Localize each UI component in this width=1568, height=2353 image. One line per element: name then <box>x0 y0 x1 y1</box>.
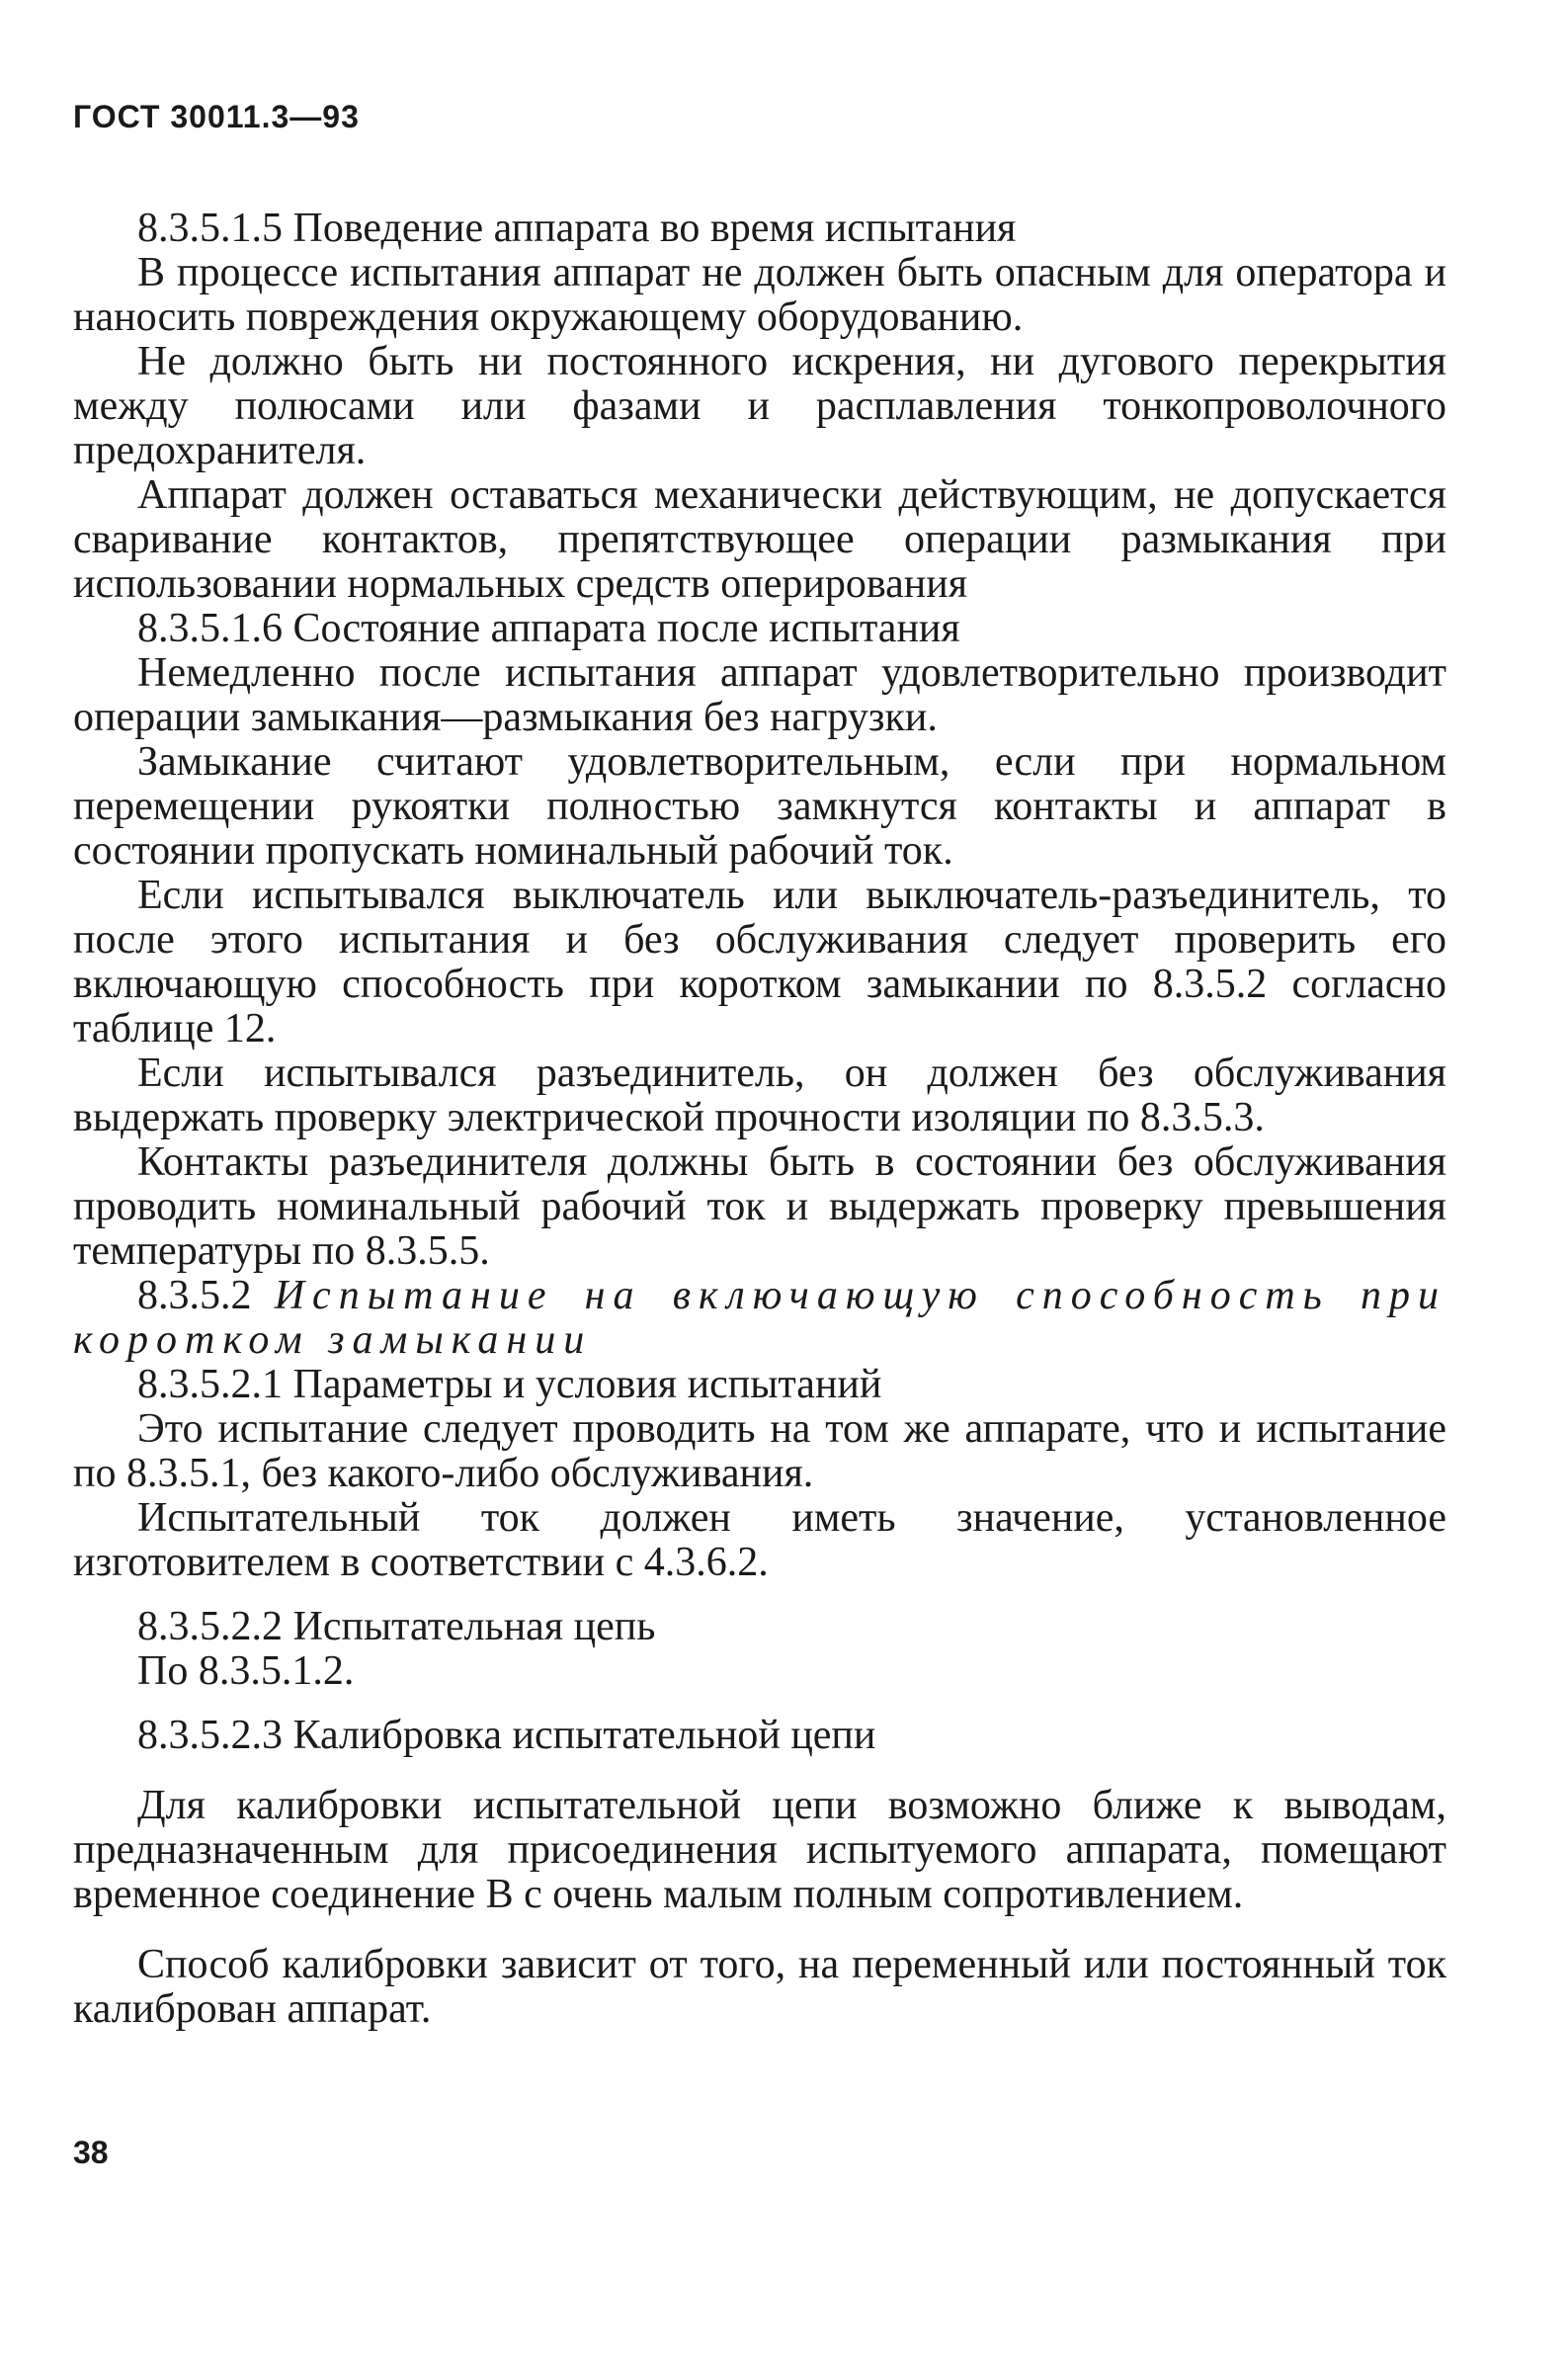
paragraph: Если испытывался выключатель или выключатель-разъединитель, то после этого испытания и без обслуживания следует проверить его включающую способность при коротком замыкании по 8.3.5.2 согласно таблице 12. <box>73 873 1446 1051</box>
paragraph: Немедленно после испытания аппарат удовлетворительно производит операции замыкания—размыкания без нагрузки. <box>73 650 1446 740</box>
spacer <box>73 1758 1446 1784</box>
paragraph: Это испытание следует проводить на том же аппарате, что и испытание по 8.3.5.1, без какого-либо обслуживания. <box>73 1406 1446 1496</box>
paragraph: Аппарат должен оставаться механически действующим, не допускается сваривание контактов, препятствующее операции размыкания при использовании нормальных средств оперирования <box>73 472 1446 607</box>
document-header: ГОСТ 30011.3—93 <box>73 99 360 134</box>
page-number: 38 <box>73 2135 109 2170</box>
spacer <box>73 1917 1446 1943</box>
paragraph: В процессе испытания аппарат не должен быть опасным для оператора и наносить повреждения окружающему оборудованию. <box>73 250 1446 340</box>
section-number: 8.3.5.2 <box>137 1273 252 1318</box>
document-page <box>73 99 1446 2032</box>
paragraph: Если испытывался разъединитель, он должен без обслуживания выдержать проверку электрической прочности изоляции по 8.3.5.3. <box>73 1050 1446 1140</box>
section-heading: 8.3.5.2.1 Параметры и условия испытаний <box>137 1362 882 1407</box>
paragraph: Замыкание считают удовлетворительным, если при нормальном перемещении рукоятки полностью замкнутся контакты и аппарат в состоянии пропускать номинальный рабочий ток. <box>73 739 1446 874</box>
paragraph: Контакты разъединителя должны быть в состоянии без обслуживания проводить номинальный рабочий ток и выдержать проверку превышения температуры по 8.3.5.5. <box>73 1139 1446 1274</box>
document-body <box>73 207 1446 2032</box>
section-heading: 8.3.5.1.5 Поведение аппарата во время испытания <box>137 206 1017 251</box>
paragraph: Испытательный ток должен иметь значение, установленное изготовителем в соответствии с 4.3.6.2. <box>73 1495 1446 1585</box>
section-title: Испытание на включающую способность при коротком замыкании <box>73 1273 1447 1363</box>
section-heading: По 8.3.5.1.2. <box>137 1648 355 1694</box>
section-heading-italic <box>73 1274 1446 1363</box>
paragraph: Способ калибровки зависит от того, на переменный или постоянный ток калиброван аппарат. <box>73 1942 1446 2032</box>
spacer <box>73 1694 1446 1714</box>
spacer <box>73 1585 1446 1605</box>
section-heading: 8.3.5.2.2 Испытательная цепь <box>137 1604 656 1649</box>
paragraph: Не должно быть ни постоянного искрения, ни дугового перекрытия между полюсами или фазами и расплавления тонкопроволочного предохранителя. <box>73 339 1446 473</box>
section-heading: 8.3.5.2.3 Калибровка испытательной цепи <box>137 1713 876 1758</box>
paragraph: Для калибровки испытательной цепи возможно ближе к выводам, предназначенным для присоединения испытуемого аппарата, помещают временное соединение B с очень малым полным сопротивлением. <box>73 1783 1446 1917</box>
section-heading: 8.3.5.1.6 Состояние аппарата после испытания <box>137 606 960 651</box>
